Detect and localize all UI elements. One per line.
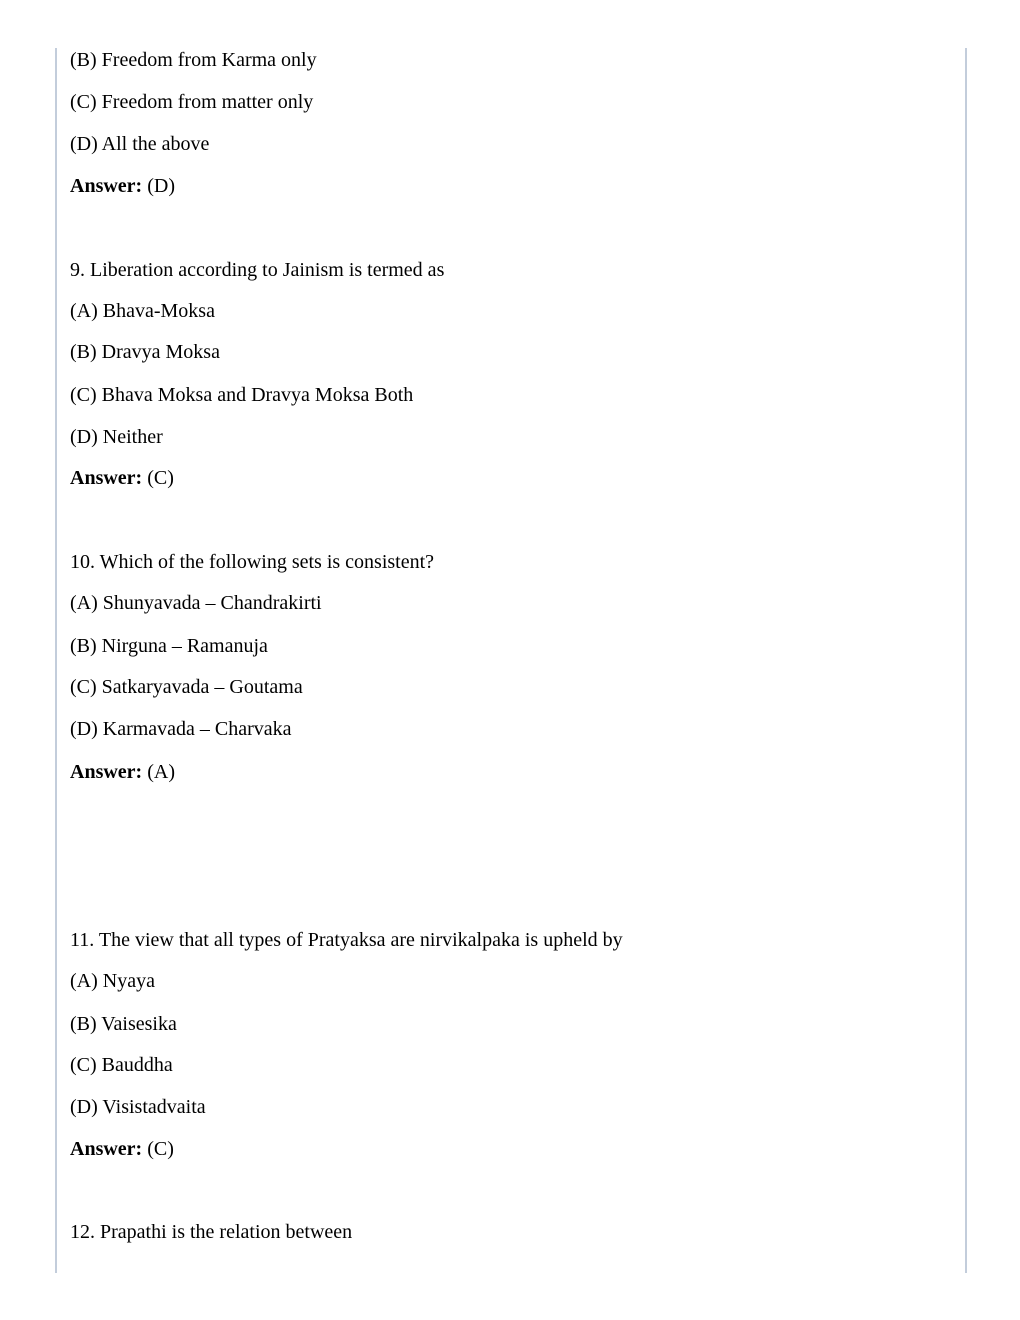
option: (D) All the above [70,133,210,155]
option: (B) Nirguna – Ramanuja [70,635,268,657]
answer [70,1138,174,1160]
option: (A) Shunyavada – Chandrakirti [70,592,322,614]
option: (D) Neither [70,426,163,448]
option: (A) Bhava-Moksa [70,300,215,322]
left-margin-rule [55,48,57,1273]
option: (C) Freedom from matter only [70,91,314,113]
answer [70,761,175,783]
answer-value: (A) [147,761,175,783]
option: (D) Visistadvaita [70,1096,206,1118]
option: (C) Satkaryavada – Goutama [70,676,303,698]
answer-label: Answer: [70,761,143,783]
option: (B) Freedom from Karma only [70,49,317,71]
answer [70,175,175,197]
answer-label: Answer: [70,467,143,489]
option: (B) Vaisesika [70,1013,177,1035]
right-margin-rule [965,48,967,1273]
answer-value: (C) [147,1138,174,1160]
question-text: 9. Liberation according to Jainism is termed as [70,259,445,281]
question-text: 10. Which of the following sets is consistent? [70,551,435,573]
answer [70,467,174,489]
question-text: 12. Prapathi is the relation between [70,1221,353,1243]
question-text: 11. The view that all types of Pratyaksa are nirvikalpaka is upheld by [70,929,623,951]
option: (B) Dravya Moksa [70,341,220,363]
option: (C) Bauddha [70,1054,173,1076]
answer-label: Answer: [70,175,143,197]
answer-value: (D) [147,175,175,197]
option: (D) Karmavada – Charvaka [70,718,292,740]
answer-value: (C) [147,467,174,489]
option: (A) Nyaya [70,970,155,992]
option: (C) Bhava Moksa and Dravya Moksa Both [70,384,414,406]
answer-label: Answer: [70,1138,143,1160]
